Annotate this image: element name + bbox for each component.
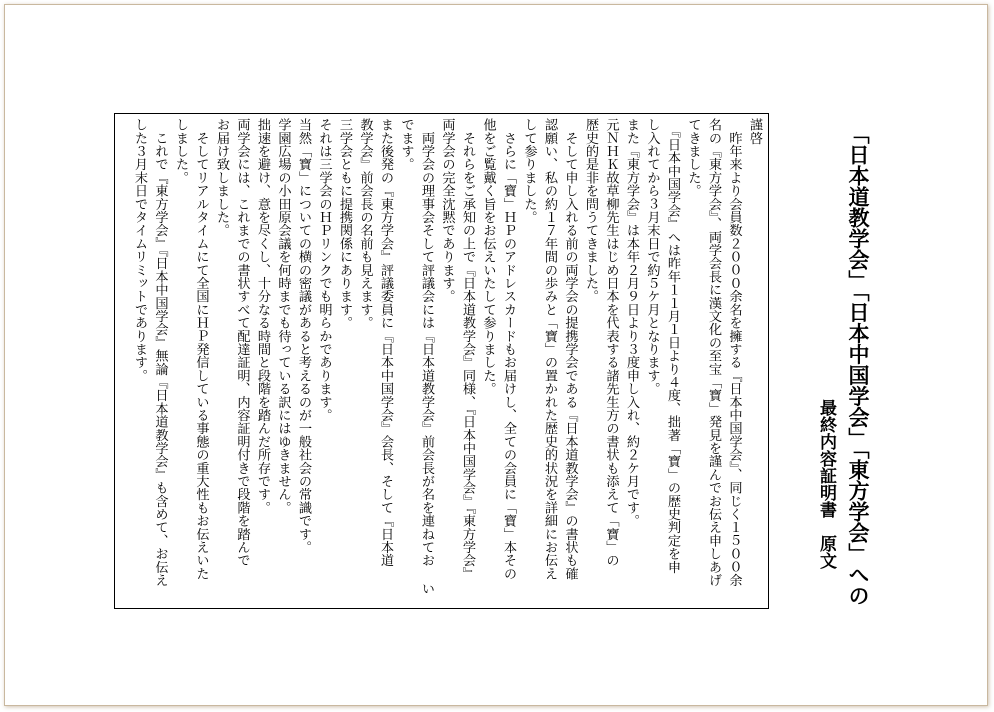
letter-line: した３月末日でタイムリミットであります。 [132, 118, 147, 382]
letter-line: 三学会ともに提携関係にあります。 [337, 118, 352, 330]
letter-line: 両学会の完全沈黙であります。 [439, 118, 455, 303]
letter-line: また後発の『東方学会』評議委員に『日本中国学会』会長、そして『日本道 [378, 118, 393, 567]
letter-line: 元ＮＨＫ故草柳先生はじめ日本を代表する諸先生方の書状も添えて「寶」の [603, 118, 619, 567]
letter-line: 教学会』前会長の名前も見えます。 [357, 118, 373, 330]
letter-line: し入れてから３月末日で約５ケ月となります。 [644, 118, 660, 396]
letter-line: 学園広場の小田原会議を何時までも待っている訳にはゆきません。 [275, 118, 291, 514]
letter-line: 名の『東方学会』、両学会長に漢文化の至宝「寶」発見を謹んでお伝え申しあげ [706, 118, 721, 587]
letter-line: 『日本中国学会』へは昨年１１月１日より４度、拙著「寶」の歴史判定を申 [665, 118, 680, 574]
letter-line: さらに「寶」ＨＰのアドレスカードもお届けし、全ての会員に「寶」本その [501, 118, 516, 580]
letter-body-text [129, 118, 765, 606]
letter-line: でます。 [398, 118, 414, 171]
letter-line: お届け致しました。 [214, 118, 229, 237]
letter-line: して参りました。 [521, 118, 537, 224]
letter-line: 歴史的是非を問うてきました。 [583, 118, 598, 303]
letter-line: これで『東方学会』『日本中国学会』無論『日本道教学会』も含めて、お伝え [152, 118, 168, 587]
letter-line: そしてリアルタイムにて全国にＨＰ発信している事態の重大性もお伝えいた [193, 118, 209, 580]
document-title-column [809, 123, 875, 643]
letter-line: てきました。 [685, 118, 701, 198]
letter-line: 謹啓 [747, 118, 762, 145]
letter-line: それは三学会のＨＰリンクでも明らかであります。 [316, 118, 332, 422]
letter-line: 当然「寶」についての横の密議があると考えるのが一般社会の常識です。 [296, 118, 311, 554]
letter-body-box [114, 113, 769, 609]
letter-line: そして申し入れる前の両学会の提携学会である『日本道教学会』の書状も確 [562, 118, 578, 580]
letter-line: 両学会の理事会そして評議会には『日本道教学会』前会長が名を連ねてお い [419, 118, 434, 595]
letter-line: 昨年来より会員数２０００余名を擁する『日本中国学会』、同じく１５００余 [726, 118, 742, 587]
letter-line: また『東方学会』は本年２月９日より３度申し入れ、約２ケ月です。 [624, 118, 639, 528]
document-subtitle: 最終内容証明書 原文 [816, 399, 836, 569]
letter-line: 他をご覧戴く旨をお伝えいたして参りました。 [480, 118, 496, 396]
letter-line: それらをご承知の上で『日本道教学会』同様、『日本中国学会』『東方学会』 [460, 118, 475, 580]
letter-line: 認願い、私の約１７年間の歩みと「寶」の置かれた歴史的状況を詳細にお伝え [542, 118, 557, 580]
letter-line: 拙速を避け、意を尽くし、十分なる時間と段階を踏んだ所存です。 [255, 118, 270, 514]
document-title: 「日本道教学会」「日本中国学会」「東方学会」への [846, 123, 871, 606]
letter-line: しました。 [173, 118, 188, 184]
document-page [4, 4, 988, 706]
letter-line: 両学会には、これまでの書状すべて配達証明、内容証明付きで段階を踏んで [234, 118, 250, 567]
